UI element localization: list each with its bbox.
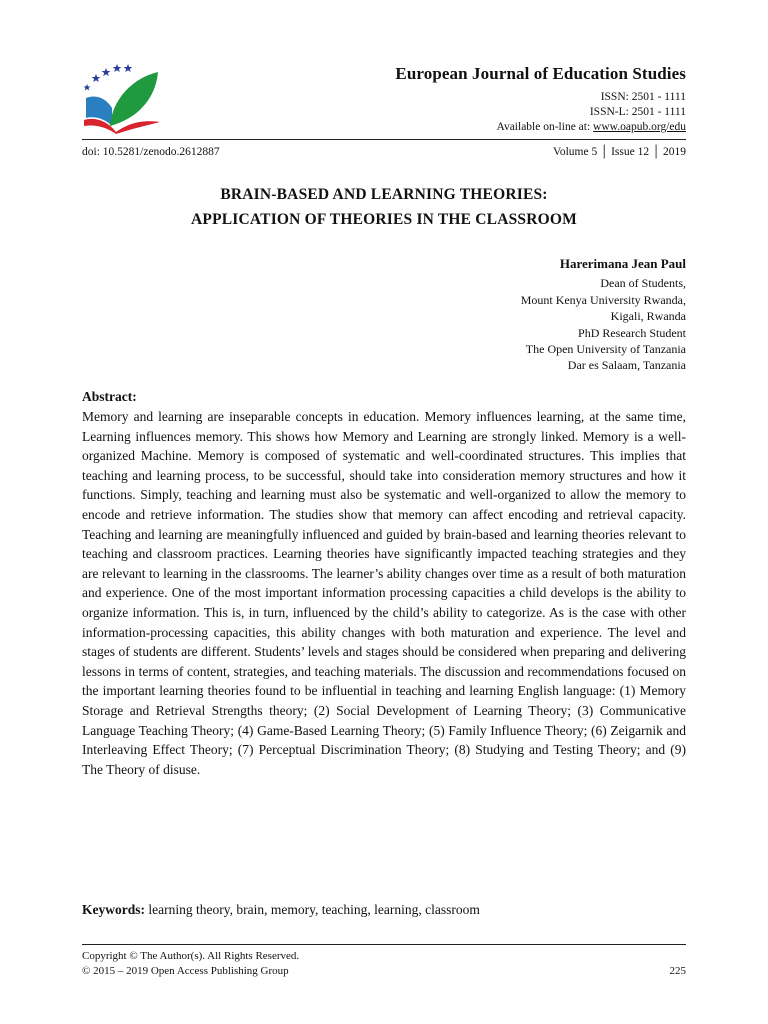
- issn-l: ISSN-L: 2501 - 1111: [589, 106, 686, 118]
- journal-url-link[interactable]: www.oapub.org/edu: [593, 121, 686, 133]
- keywords: [82, 902, 686, 918]
- journal-meta: [395, 90, 686, 135]
- journal-header: [395, 64, 686, 135]
- copyright-line: Copyright © The Author(s). All Rights Reserved.: [82, 950, 300, 962]
- author-block: [521, 256, 686, 374]
- page-number: 225: [669, 965, 686, 977]
- journal-title: European Journal of Education Studies: [395, 64, 686, 83]
- affiliation-line: Mount Kenya University Rwanda,: [520, 292, 686, 307]
- keywords-text: learning theory, brain, memory, teaching, learning, classroom: [145, 902, 480, 917]
- author-name: Harerimana Jean Paul: [559, 256, 686, 271]
- availability-line: [395, 120, 686, 135]
- availability-prefix: Available on-line at:: [496, 121, 594, 133]
- logo-stars: [83, 64, 132, 91]
- doi-volume-line: [82, 146, 686, 158]
- abstract-heading: Abstract:: [82, 389, 137, 404]
- affiliation-line: Dar es Salaam, Tanzania: [567, 358, 686, 373]
- affiliation-line: Dean of Students,: [600, 276, 686, 291]
- affiliation-line: The Open University of Tanzania: [525, 342, 686, 357]
- affiliation-line: Kigali, Rwanda: [610, 309, 686, 324]
- volume-issue-year: Volume 5 │ Issue 12 │ 2019: [553, 146, 686, 158]
- title-line-2: APPLICATION OF THEORIES IN THE CLASSROOM: [191, 211, 577, 228]
- doi: doi: 10.5281/zenodo.2612887: [82, 146, 220, 158]
- publisher-line: © 2015 – 2019 Open Access Publishing Group: [82, 965, 289, 977]
- logo-green-leaf: [110, 72, 158, 126]
- keywords-label: Keywords:: [82, 902, 145, 917]
- issn: ISSN: 2501 - 1111: [600, 91, 686, 103]
- title-line-1: BRAIN-BASED AND LEARNING THEORIES:: [220, 186, 548, 203]
- paper-title: [82, 182, 686, 232]
- footer-row: [82, 964, 686, 979]
- abstract-text: Memory and learning are inseparable concepts in education. Memory influences learning, at the same time, Learning influences memory. This shows how Memory and Learning are strongly linked. Memory is a well-organized Machine. Memory is composed of systematic and well-coordinated structures. This implies that teaching and learning process, to be successful, should take into consideration memory structures and how it functions. Simply, teaching and learning must also be systematic and well-organized to allow the memory to encode and retrieve information. The studies show that memory can affect encoding and retrieval capacity. Teaching and learning are meaningfully influenced and guided by brain-based and learning theories relevant to teaching and classroom practices. Learning theories have significantly impacted teaching strategies and they are relevant to learning in the classrooms. The learner’s ability changes over time as a result of both maturation and experience. One of the most important information processing capacities a child develops is the ability to organize information. This is, in turn, influenced by the child’s ability to categorize. As is the case with other information-processing capacities, this ability changes with both maturation and experience. The level and stages of students are different. Students’ levels and stages should be considered when preparing and delivering lessons in terms of content, strategies, and teaching materials. The discussion and recommendations focused on the important learning theories found to be influential in teaching and learning English language: (1) Memory Storage and Retrieval Strengths theory; (2) Social Development of Learning Theory; (3) Communicative Language Teaching Theory; (4) Game-Based Learning Theory; (5) Family Influence Theory; (6) Zeigarnik and Interleaving Effect Theory; (7) Perceptual Discrimination Theory; (8) Studying and Testing Theory; and (9) The Theory of disuse.: [82, 409, 686, 777]
- header-divider: [82, 139, 686, 140]
- affiliation-line: PhD Research Student: [578, 325, 686, 340]
- journal-logo-icon: [82, 60, 162, 134]
- footer-divider: [82, 944, 686, 945]
- page-footer: [82, 949, 686, 979]
